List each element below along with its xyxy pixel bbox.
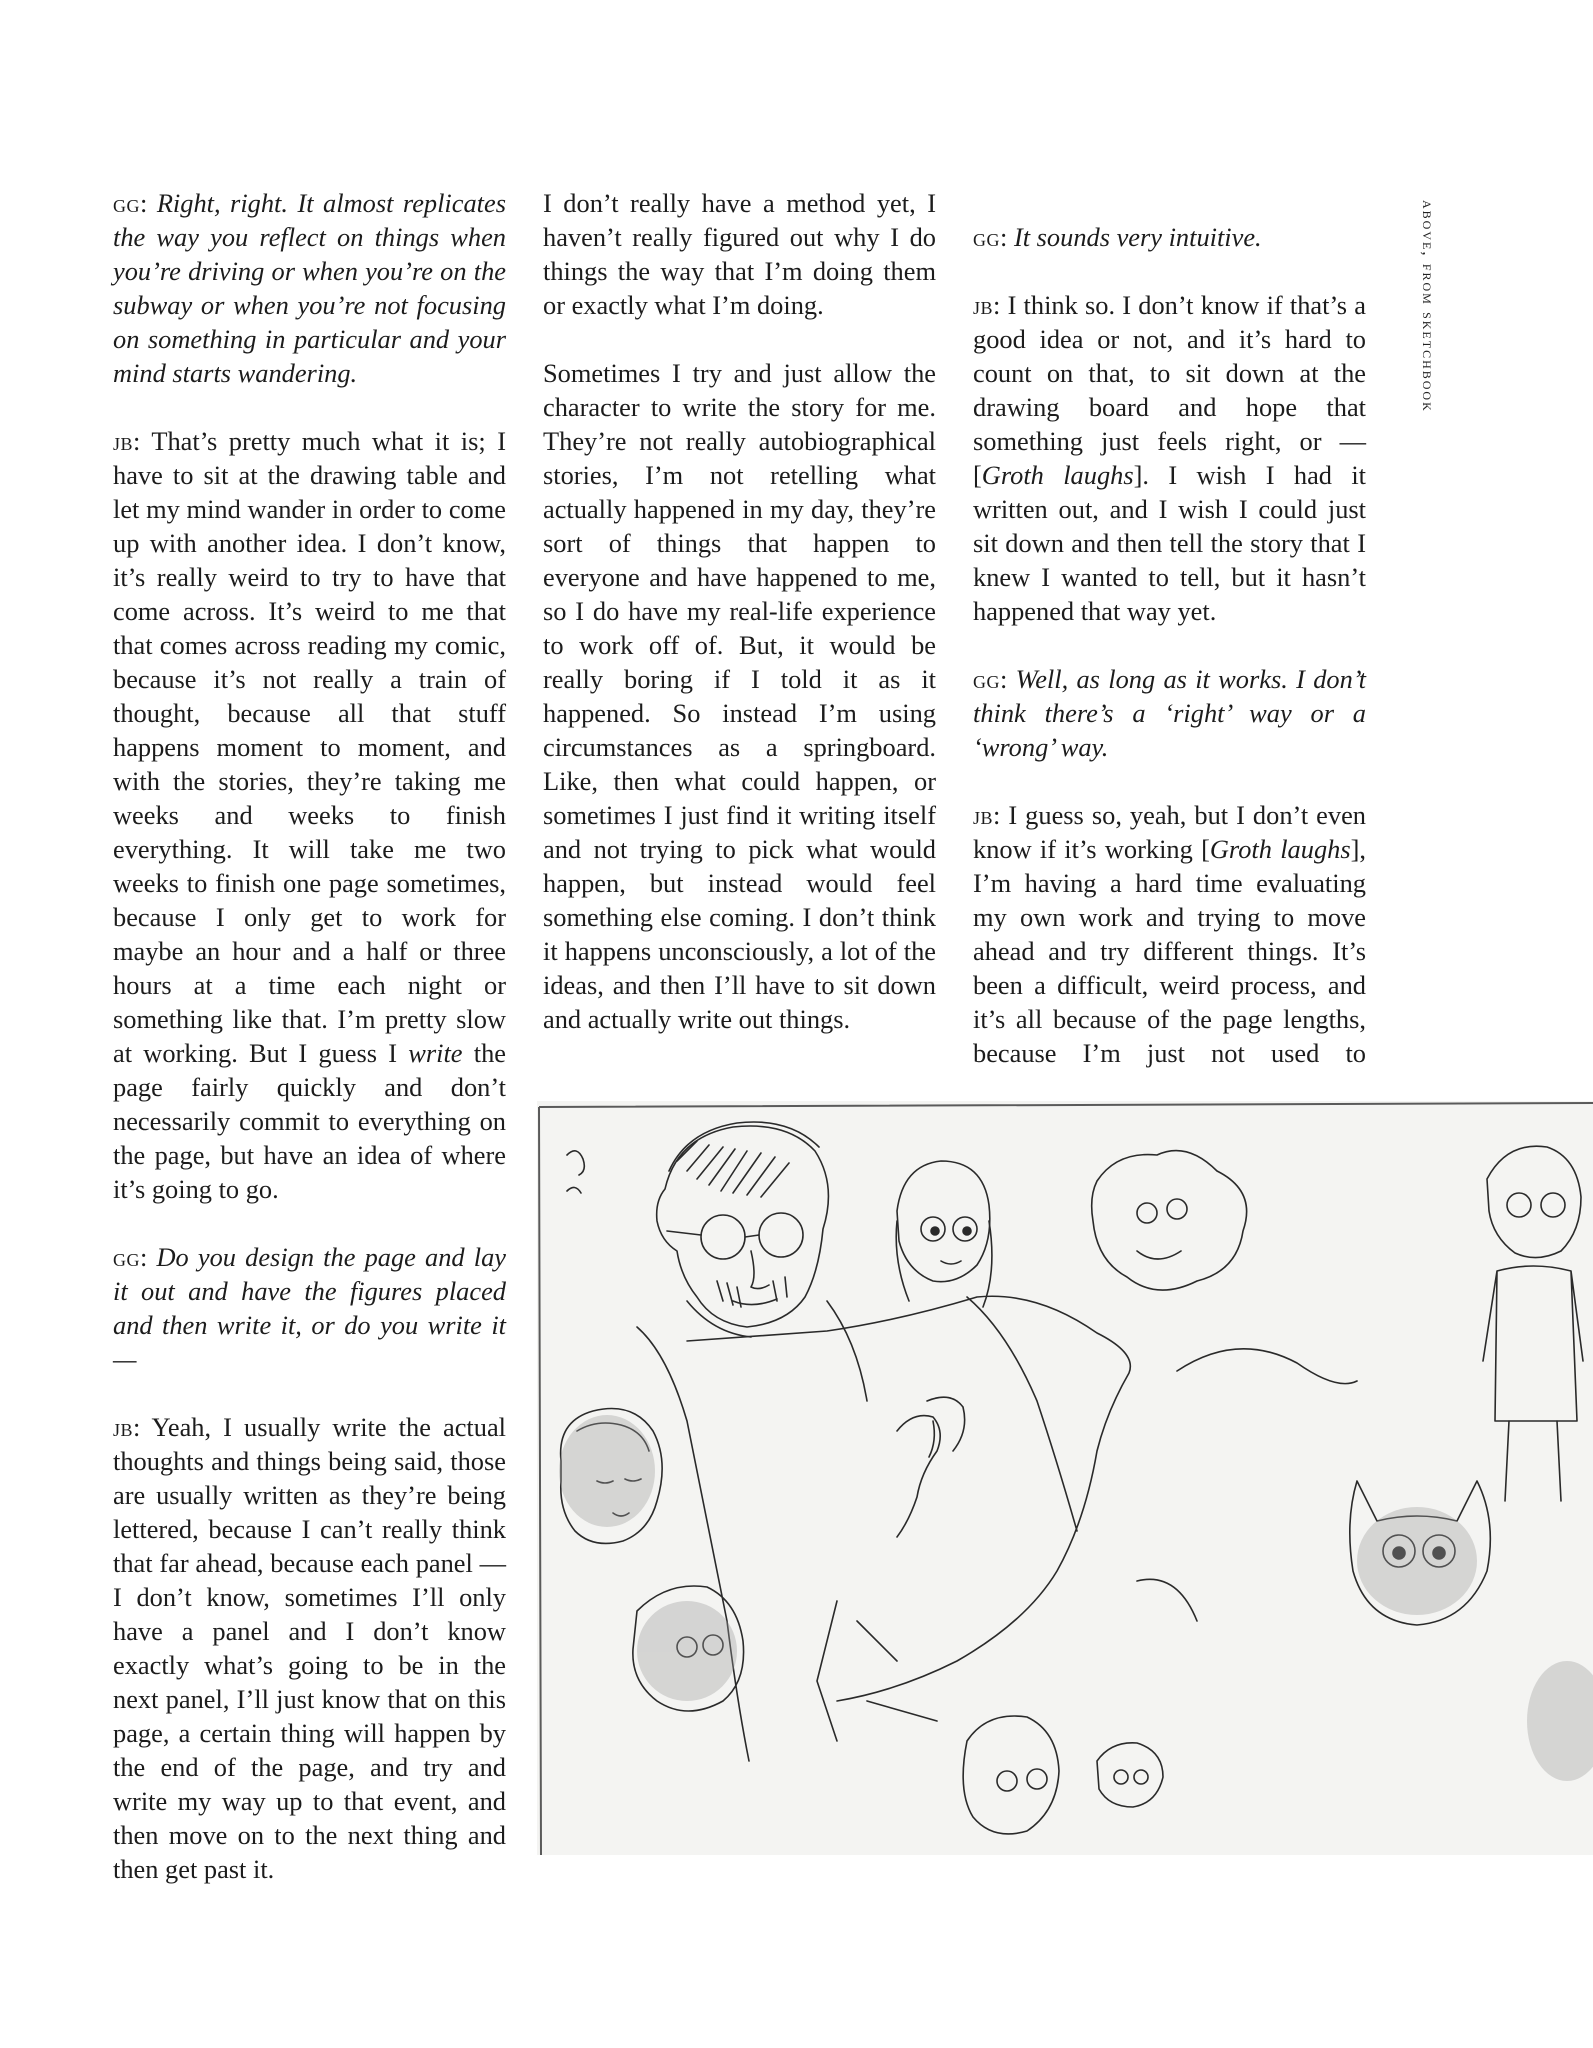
speaker-jb: jb [113, 1412, 134, 1442]
speaker-gg: gg [113, 1242, 140, 1272]
emphasis-text: Groth laughs [981, 460, 1134, 490]
speaker-jb: jb [973, 290, 994, 320]
emphasis-text: Groth laughs [1209, 834, 1351, 864]
question-paragraph: gg: It sounds very intuitive. [973, 222, 1262, 252]
speaker-gg: gg [973, 664, 1000, 694]
question-text: Well, as long as it works. I don’t think there’s a ‘right’ way or a ‘wrong’ way. [973, 664, 1366, 762]
column-2 [543, 186, 936, 1036]
question-text: Right, right. It almost replicates the way you reflect on things when you’re driving or when you’re on the subway or when you’re not focusing on something in particular and your mind starts wandering. [113, 188, 506, 388]
answer-text: Sometimes I try and just allow the character to write the story for me. They’re not really autobiographical stories, I’m not retelling what actually happened in my day, they’re sort of things that happen to everyone and have happened to me, so I do have my real-life experience to work off of. But, it would be really boring if I told it as it happened. So instead I’m using circumstances as a springboard. Like, then what could happen, or sometimes I just find it writing itself and not trying to pick what would happen, but instead would feel something else coming. I don’t think it happens unconsciously, a lot of the ideas, and then I’ll have to sit down and actually write out things. [543, 358, 936, 1034]
column-1 [113, 186, 506, 1886]
speaker-gg: gg [973, 222, 1000, 252]
speaker-jb: jb [113, 426, 134, 456]
answer-paragraph: jb: I think so. I don’t know if that’s a good idea or not, and it’s hard to count on that, to sit down at the drawing board and hope that something just feels right, or — [Groth laughs]. I wish I had it written out, and I wish I could just sit down and then tell the story that I knew I wanted to tell, but it hasn’t happened that way yet. [973, 290, 1367, 626]
question-paragraph: gg: Do you design the page and lay it out and have the figures placed and then write it, or do you write it — [113, 1242, 506, 1374]
sketchbook-illustration [537, 1101, 1593, 1855]
side-caption: above, from sketchbook [1419, 200, 1438, 413]
answer-paragraph: jb: Yeah, I usually write the actual thoughts and things being said, those are usually written as they’re being lettered, because I can’t really think that far ahead, because each panel — I don’t know, sometimes I’ll only have a panel and I don’t know exactly what’s going to be in the next panel, I’ll just know that on this page, a certain thing will happen by the end of the page, and try and write my way up to that event, and then move on to the next thing and then get past it. [113, 1412, 506, 1884]
emphasis-text: write [408, 1038, 463, 1068]
answer-paragraph: jb: I guess so, yeah, but I don’t even know if it’s working [Groth laughs], I’m having a hard time evaluating my own work and trying to move ahead and try different things. It’s been a difficult, weird process, and it’s all because of the page lengths, because I’m just not used to [973, 800, 1366, 1068]
answer-text: That’s pretty much what it is; I have to sit at the drawing table and let my mind wander in order to come up with another idea. I don’t know, it’s really weird to try to have that come across. It’s weird to me that that comes across reading my comic, because it’s not really a train of thought, because all that stuff happens moment to moment, and with the stories, they’re taking me weeks and weeks to finish everything. It will take me two weeks to finish one page sometimes, because I only get to work for maybe an hour and a half or three hours at a time each night or something like that. I’m pretty slow at working. But I guess I [113, 426, 506, 1068]
speaker-gg: gg [113, 188, 140, 218]
answer-text: I guess so, yeah, but I don’t even know if it’s working [ [973, 800, 1366, 864]
question-text: Do you design the page and lay it out and have the figures placed and then write it, or do you write it — [113, 1242, 506, 1374]
answer-paragraph: jb: That’s pretty much what it is; I have to sit at the drawing table and let my mind wander in order to come up with another idea. I don’t know, it’s really weird to try to have that come across. It’s weird to me that that comes across reading my comic, because it’s not really a train of thought, because all that stuff happens moment to moment, and with the stories, they’re taking me weeks and weeks to finish everything. It will take me two weeks to finish one page sometimes, because I only get to work for maybe an hour and a half or three hours at a time each night or something like that. I’m pretty slow at working. But I guess I write the page fairly quickly and don’t necessarily commit to everything on the page, but have an idea of where it’s going to go. [113, 426, 506, 1204]
speaker-jb: jb [973, 800, 994, 830]
answer-paragraph [543, 186, 936, 322]
question-paragraph: gg: Right, right. It almost replicates the way you reflect on things when you’re driving or when you’re on the subway or when you’re not focusing on something in particular and your mind starts wandering. [113, 188, 506, 388]
question-text: It sounds very intuitive. [1013, 222, 1262, 252]
sketch-paper [537, 1101, 1593, 1855]
question-paragraph: gg: Well, as long as it works. I don’t think there’s a ‘right’ way or a ‘wrong’ way. [973, 664, 1366, 762]
answer-paragraph [543, 356, 936, 1036]
column-3 [973, 186, 1366, 1070]
answer-text: Yeah, I usually write the actual thoughts and things being said, those are usually written as they’re being lettered, because I can’t really think that far ahead, because each panel — I don’t know, sometimes I’ll only have a panel and I don’t know exactly what’s going to be in the next panel, I’ll just know that on this page, a certain thing will happen by the end of the page, and try and write my way up to that event, and then move on to the next thing and then get past it. [113, 1412, 506, 1884]
answer-text: I think so. I don’t know if that’s a good idea or not, and it’s hard to count on that, to sit down at the drawing board and hope that something just feels right, or — [ [973, 290, 1366, 490]
answer-text: I don’t really have a method yet, I haven’t really figured out why I do things the way that I’m doing them or exactly what I’m doing. [543, 188, 936, 320]
